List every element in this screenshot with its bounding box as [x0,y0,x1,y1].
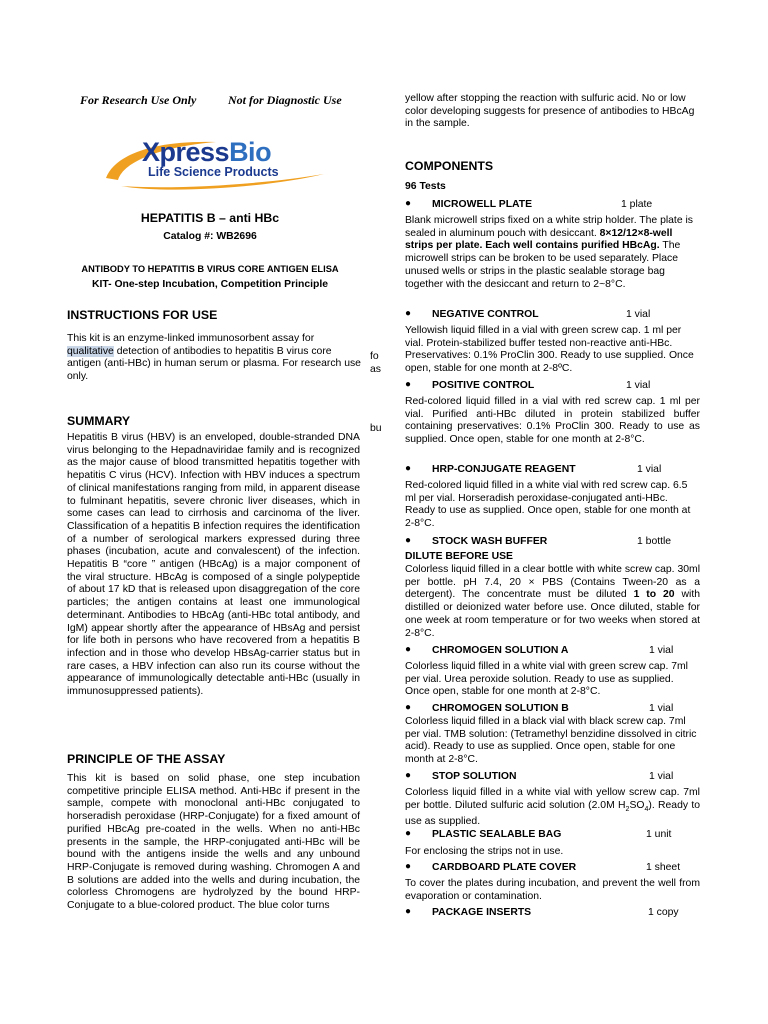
instructions-text: This kit is an enzyme-linked immunosorbent assay for qualitative detection of antibodies to hepatitis B virus core antigen (anti-HBc) in human serum or plasma. For research use only. [67,333,361,383]
not-diagnostic-label: Not for Diagnostic Use [228,93,342,107]
bullet-icon: ● [405,770,412,781]
logo-tagline: Life Science Products [148,165,279,179]
xpressbio-logo [96,134,336,194]
component-plate-cover-desc: To cover the plates during incubation, and prevent the well from evaporation or contamination. [405,878,700,902]
component-plastic-bag: ● PLASTIC SEALABLE BAG 1 unit [405,828,672,840]
summary-text: Hepatitis B virus (HBV) is an enveloped, double-stranded DNA virus belonging to the Hepadnaviridae family and is recognized as the major cause of blood transmitted hepatitis together with hepatitis C virus (HCV). Infection with HBV induces a spectrum of clinical manifestations ranging from mild, in apparent disease to fulminant hepatitis, severe chronic liver diseases, which in some cases can lead to cirrhosis and carcinoma of the liver. Classification of a hepatitis B infection requires the identification of a number of serological markers expressed during three phases (incubation, acute and convalescent) of the infection. Hepatitis B “core ” antigen (HBcAg) is a major component of the viral structure. HBcAg is composed of a single polypeptide of about 17 kD that is released upon disaggregation of the core particles; the antigen contains at least one immunological determinant. Antibodies to HBcAg (anti-HBc total antibody, and IgM) appear shortly after the appearance of HBsAg and persist for life both in persons who have recovered from a hepatitis B infection and in those who develop HBsAg-carrier status but in rare cases, a HBV infection can also run its course without the appearance of immunologically detectable anti-HBc (usually in immunosuppressed patients). [67,432,360,698]
component-hrp-conjugate: ● HRP-CONJUGATE REAGENT 1 vial [405,463,662,475]
components-heading: COMPONENTS [405,159,494,173]
product-title: HEPATITIS B – anti HBc [140,211,280,225]
component-negative-control-desc: Yellowish liquid filled in a vial with green screw cap. 1 ml per vial. Protein-stabilized buffer tested non-reactive anti-HBc. Preservatives: 0.1% ProClin 300. Ready to use supplied. Once open, stable for one month at 2-8ºC. [405,325,694,375]
product-subtitle: ANTIBODY TO HEPATITIS B VIRUS CORE ANTIGEN ELISA [81,264,339,274]
component-stock-wash-buffer-desc: Colorless liquid filled in a clear bottle with white screw cap. 30ml per bottle. pH 7.4, 20 × PBS (Contains Tween-20 as a detergent). The concentrate must be diluted 1 to 20 with distilled or deionized water before use. Once diluted, stable for one week at room temperature or for two weeks when stored at 2-8°C. [405,564,700,639]
catalog-number: Catalog #: WB2696 [163,231,257,242]
bullet-icon: ● [405,644,412,655]
stray-text-fo: fo [370,351,379,362]
component-plate-cover: ● CARDBOARD PLATE COVER 1 sheet [405,861,681,873]
tests-count: 96 Tests [405,181,446,192]
component-positive-control: ● POSITIVE CONTROL 1 vial [405,379,651,391]
component-stock-wash-buffer: ● STOCK WASH BUFFER 1 bottle [405,535,672,547]
component-package-inserts: ● PACKAGE INSERTS 1 copy [405,906,679,918]
principle-text: This kit is based on solid phase, one step incubation competitive principle ELISA method. Anti-HBc if present in the sample, compete with monoclonal anti-HBc conjugated to horseradish peroxidase (HRP-Conjugate) for a fixed amount of purified HBcAg pre-coated in the wells. When no anti-HBc presents in the sample, the HRP-conjugated anti-HBc will be bound with the antigens inside the wells and any unbound HRP-Conjugate is removed during washing. Chromogen A and B solutions are added into the wells and during incubation, the colorless Chromogens are hydrolyzed by the bound HRP-Conjugate to a blue-colored product. The blue color turns [67,773,360,912]
component-negative-control: ● NEGATIVE CONTROL 1 vial [405,308,651,320]
logo-brand: XpressBio [142,137,272,167]
kit-description: KIT- One-step Incubation, Competition Principle [91,279,329,290]
dilute-before-use: DILUTE BEFORE USE [405,551,513,562]
bullet-icon: ● [405,828,412,839]
bullet-icon: ● [405,379,412,390]
research-use-label: For Research Use Only [80,93,197,107]
component-stop-solution: ● STOP SOLUTION 1 vial [405,770,674,782]
component-chromogen-a: ● CHROMOGEN SOLUTION A 1 vial [405,644,674,656]
bullet-icon: ● [405,906,412,917]
principle-continued: yellow after stopping the reaction with sulfuric acid. No or low color developing suggests for presence of antibodies to HBcAg in the sample. [405,93,695,130]
component-chromogen-a-desc: Colorless liquid filled in a white vial with green screw cap. 7ml per vial. Urea peroxide solution. Ready to use as supplied. Once open, stable for one month at 2-8°C. [405,661,688,698]
bullet-icon: ● [405,535,412,546]
bullet-icon: ● [405,463,412,474]
bullet-icon: ● [405,308,412,319]
component-hrp-conjugate-desc: Red-colored liquid filled in a white vial with red screw cap. 6.5 ml per vial. Horseradish peroxidase-conjugated anti-HBc. Ready to use as supplied. Once open, stable for one month at 2-8°C. [405,480,691,530]
highlighted-word: qualitative [67,345,114,357]
summary-heading: SUMMARY [67,414,131,428]
instructions-heading: INSTRUCTIONS FOR USE [67,308,218,322]
component-plastic-bag-desc: For enclosing the strips not in use. [405,846,564,857]
bullet-icon: ● [405,702,412,713]
stray-text-as: as [370,364,381,375]
component-microwell-plate: ● MICROWELL PLATE 1 plate [405,198,653,210]
component-chromogen-b: ● CHROMOGEN SOLUTION B 1 vial [405,702,674,714]
component-microwell-plate-desc: Blank microwell strips fixed on a white strip holder. The plate is sealed in aluminum pouch with desiccant. 8×12/12×8-well strips per plate. Each well contains purified HBcAg. The microwell strips can be broken to be used separately. Place unused wells or strips in the plastic sealable storage bag together with the desiccant and return to 2~8°C. [405,215,693,290]
component-stop-solution-desc: Colorless liquid filled in a white vial with yellow screw cap. 7ml per bottle. Diluted sulfuric acid solution (2.0M $H_2SO_4$). Ready to use as supplied. [405,787,700,828]
stray-text-bu: bu [370,423,382,434]
bullet-icon: ● [405,861,412,872]
component-chromogen-b-desc: Colorless liquid filled in a black vial with black screw cap. 7ml per vial. TMB solution: (Tetramethyl benzidine dissolved in citric acid). Ready to use as supplied. Once open, stable for one month at 2-8°C. [405,716,697,766]
principle-heading: PRINCIPLE OF THE ASSAY [67,752,226,766]
component-positive-control-desc: Red-colored liquid filled in a vial with red screw cap. 1 ml per vial. Purified anti-HBc diluted in protein stabilized buffer containing preservatives: 0.1% ProClin 300. Ready to use as supplied. Once open, stable for one month at 2-8°C. [405,396,700,446]
bullet-icon: ● [405,198,412,209]
